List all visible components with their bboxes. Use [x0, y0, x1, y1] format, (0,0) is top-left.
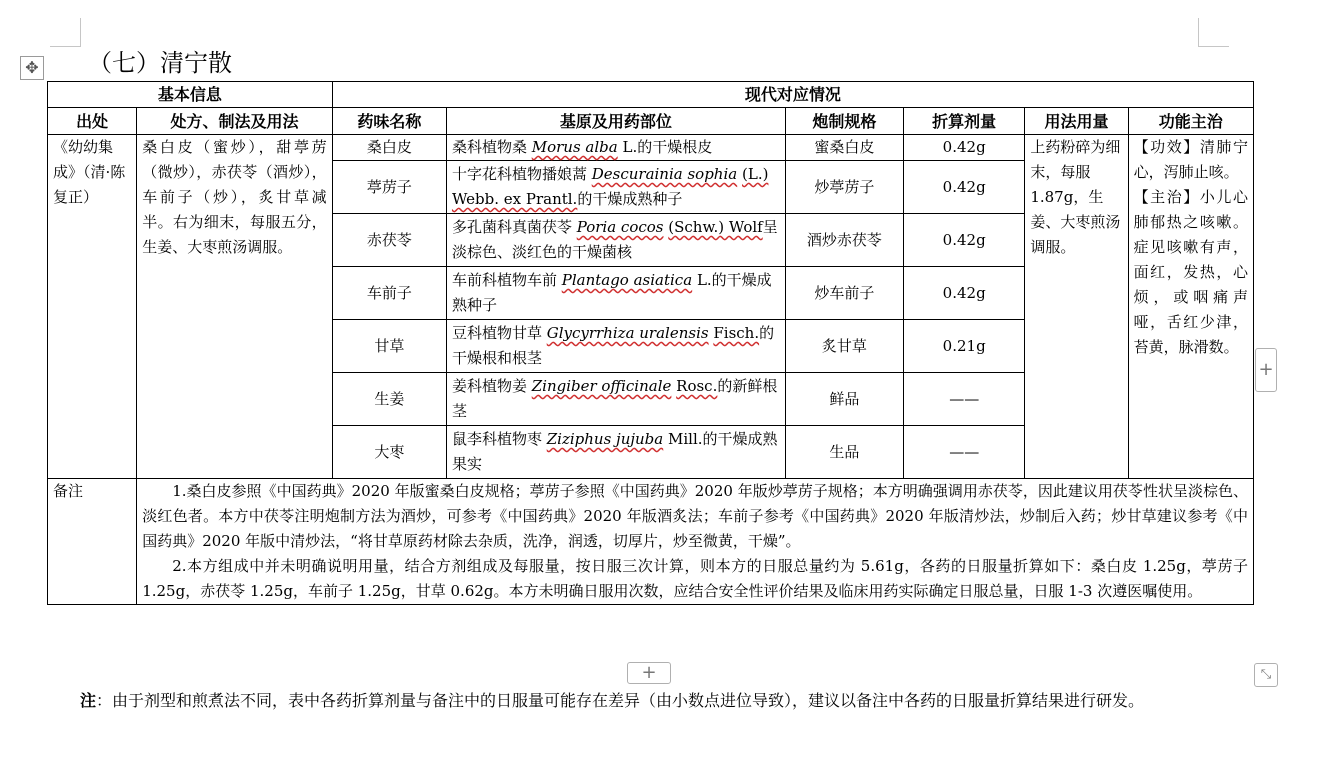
herb-origin: 桑科植物桑 Morus alba L.的干燥根皮 — [446, 135, 785, 161]
herb-processing: 鲜品 — [785, 373, 903, 426]
function-indication: 【主治】小儿心肺郁热之咳嗽。症见咳嗽有声，面红，发热，心烦，或咽痛声哑，舌红少津，苔黄，脉滑数。 — [1133, 188, 1248, 356]
function-cell — [1128, 135, 1253, 479]
herb-processing: 炙甘草 — [785, 320, 903, 373]
herb-dose: 0.42g — [904, 135, 1025, 161]
add-column-button[interactable]: + — [1255, 348, 1277, 392]
prescription-table — [47, 81, 1254, 605]
herb-processing: 蜜桑白皮 — [785, 135, 903, 161]
herb-origin: 十字花科植物播娘蒿 Descurainia sophia (L.) Webb. ex Prantl.的干燥成熟种子 — [446, 161, 785, 214]
herb-name: 生姜 — [332, 373, 446, 426]
page-title: （七）清宁散 — [88, 49, 232, 77]
herb-origin: 姜科植物姜 Zingiber officinale Rosc.的新鲜根茎 — [446, 373, 785, 426]
header-origin: 基原及用药部位 — [446, 108, 785, 135]
herb-processing: 生品 — [785, 426, 903, 479]
herb-dose: 0.21g — [904, 320, 1025, 373]
prescription-cell: 桑白皮（蜜炒），甜葶苈（微炒），赤茯苓（酒炒），车前子（炒），炙甘草减半。右为细末，每服五分，生姜、大枣煎汤调服。 — [137, 135, 332, 479]
crop-mark-top-left — [50, 18, 81, 47]
footnote-text: ：由于剂型和煎煮法不同，表中各药折算剂量与备注中的日服量可能存在差异（由小数点进位导致），建议以备注中各药的日服量折算结果进行研发。 — [96, 691, 1145, 710]
herb-dose: 0.42g — [904, 161, 1025, 214]
herb-processing: 炒车前子 — [785, 267, 903, 320]
herb-origin: 车前科植物车前 Plantago asiatica L.的干燥成熟种子 — [446, 267, 785, 320]
herb-dose: 0.42g — [904, 214, 1025, 267]
header-processing: 炮制规格 — [785, 108, 903, 135]
function-effect: 【功效】清肺宁心，泻肺止咳。 — [1133, 138, 1248, 181]
herb-origin: 多孔菌科真菌茯苓 Poria cocos (Schw.) Wolf呈淡棕色、淡红色的干燥菌核 — [446, 214, 785, 267]
source-cell: 《幼幼集成》（清·陈复正） — [48, 135, 137, 479]
header-dose: 折算剂量 — [904, 108, 1025, 135]
footnote — [80, 688, 1220, 714]
herb-processing: 酒炒赤茯苓 — [785, 214, 903, 267]
herb-name: 葶苈子 — [332, 161, 446, 214]
add-row-button[interactable]: + — [627, 662, 671, 684]
header-modern: 现代对应情况 — [332, 82, 1253, 108]
crop-mark-top-right — [1198, 18, 1229, 47]
note-2: 2.本方组成中并未明确说明用量，结合方剂组成及每服量，按日服三次计算，则本方的日服总量约为 5.61g，各药的日服量折算如下：桑白皮 1.25g，葶苈子 1.25g，赤茯苓 1.25g，车前子 1.25g，甘草 0.62g。本方未明确日服用次数，应结合安全性评价结果及临床用药实际确定日服总量，日服 1-3 次遵医嘱使用。 — [142, 557, 1248, 600]
header-herb-name: 药味名称 — [332, 108, 446, 135]
header-basic-info: 基本信息 — [48, 82, 333, 108]
herb-processing: 炒葶苈子 — [785, 161, 903, 214]
usage-cell: 上药粉碎为细末，每服1.87g，生姜、大枣煎汤调服。 — [1025, 135, 1128, 479]
herb-dose: 0.42g — [904, 267, 1025, 320]
table-move-handle-icon[interactable]: ✥ — [20, 56, 44, 80]
header-function: 功能主治 — [1128, 108, 1253, 135]
herb-origin: 鼠李科植物枣 Ziziphus jujuba Mill.的干燥成熟果实 — [446, 426, 785, 479]
herb-name: 车前子 — [332, 267, 446, 320]
note-1: 1.桑白皮参照《中国药典》2020 年版蜜桑白皮规格；葶苈子参照《中国药典》2020 年版炒葶苈子规格；本方明确强调用赤茯苓，因此建议用茯苓性状呈淡棕色、淡红色者。本方中茯苓注明炮制方法为酒炒，可参考《中国药典》2020 年版酒炙法；车前子参考《中国药典》2020 年版清炒法，炒制后入药；炒甘草建议参考《中国药典》2020 年版中清炒法，“将甘草原药材除去杂质，洗净，润透，切厚片，炒至微黄，干燥”。 — [142, 482, 1248, 550]
herb-dose: —— — [904, 426, 1025, 479]
table-resize-handle-icon[interactable]: ⤡ — [1254, 663, 1278, 687]
header-source: 出处 — [48, 108, 137, 135]
herb-name: 赤茯苓 — [332, 214, 446, 267]
herb-dose: —— — [904, 373, 1025, 426]
notes-cell — [137, 479, 1254, 605]
footnote-label: 注 — [80, 691, 97, 710]
herb-name: 甘草 — [332, 320, 446, 373]
herb-name: 桑白皮 — [332, 135, 446, 161]
header-prescription: 处方、制法及用法 — [137, 108, 332, 135]
herb-origin: 豆科植物甘草 Glycyrrhiza uralensis Fisch.的干燥根和根茎 — [446, 320, 785, 373]
herb-name: 大枣 — [332, 426, 446, 479]
notes-label: 备注 — [48, 479, 137, 605]
header-usage: 用法用量 — [1025, 108, 1128, 135]
